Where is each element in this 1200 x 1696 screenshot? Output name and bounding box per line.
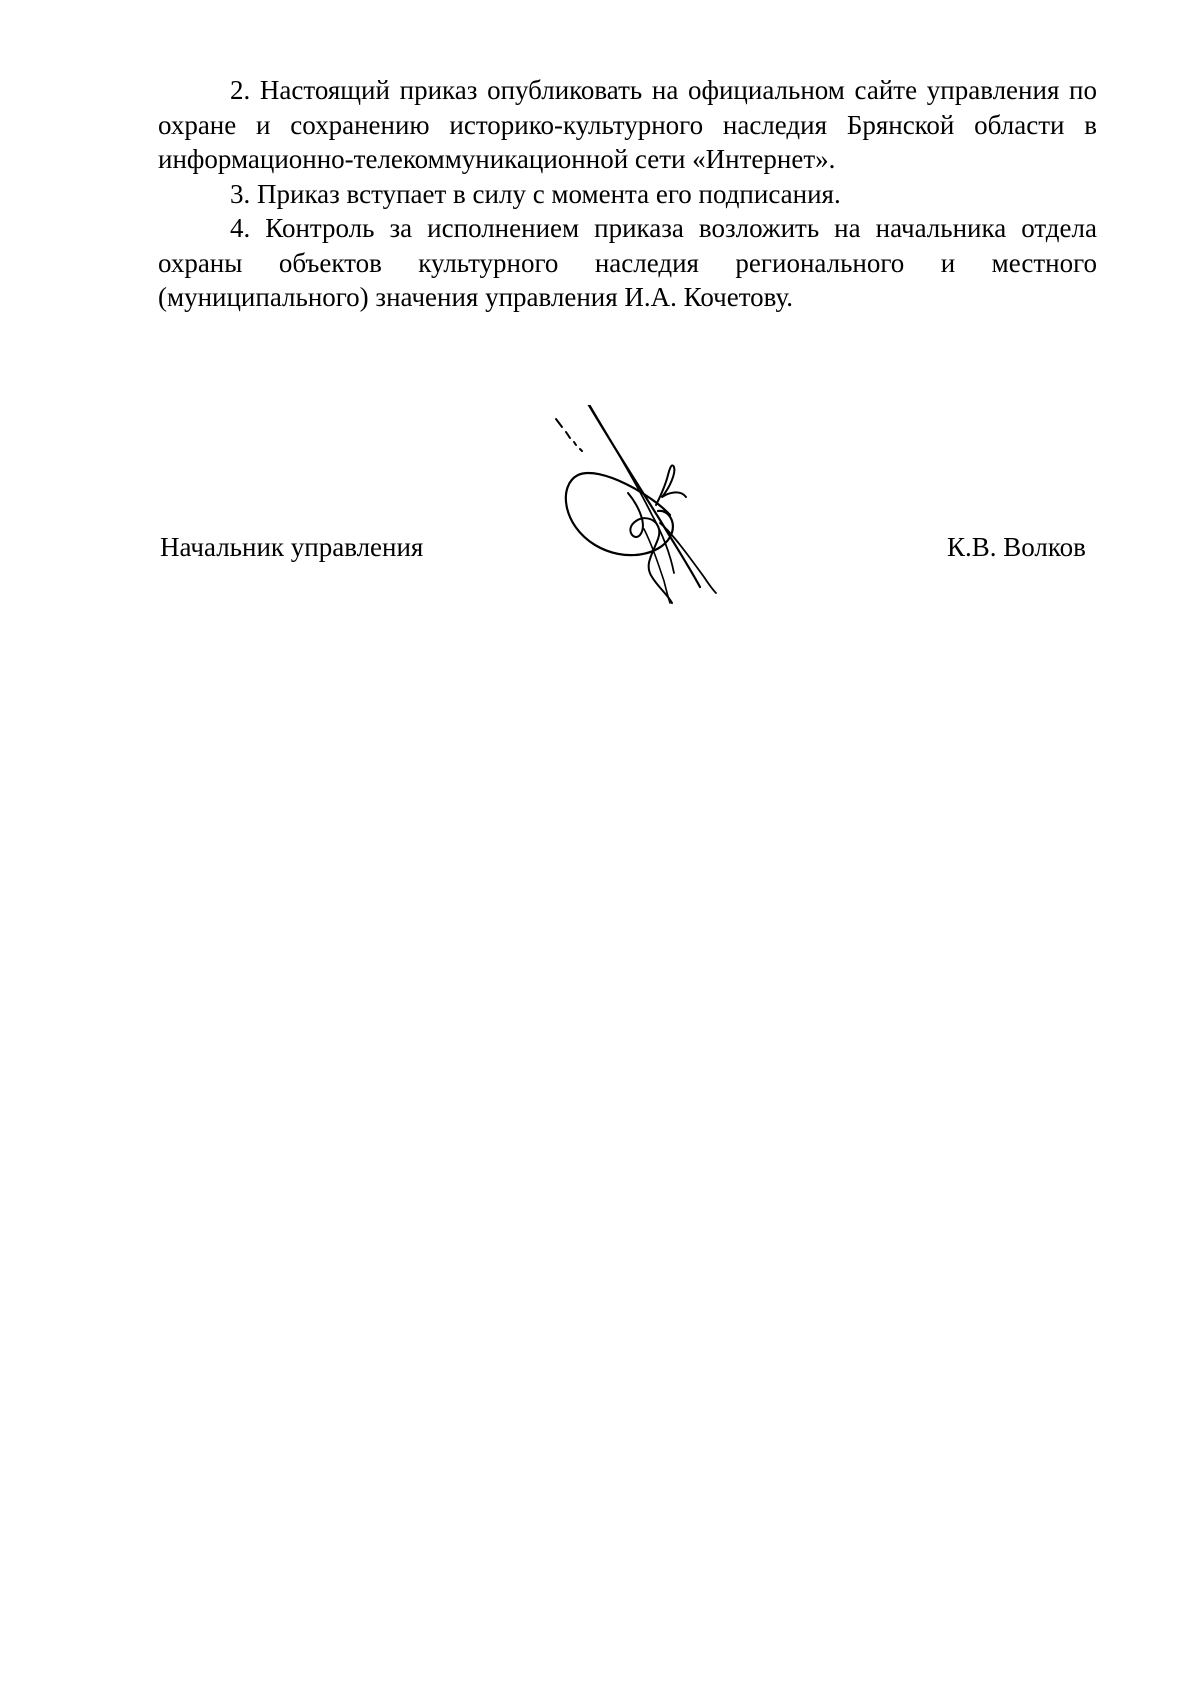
signer-position-title: Начальник управления <box>160 532 424 562</box>
signer-name: К.В. Волков <box>947 532 1086 562</box>
handwritten-signature <box>540 405 740 615</box>
paragraph-effective-date: 3. Приказ вступает в силу с момента его подписания. <box>230 178 841 209</box>
paragraph-control: 4. Контроль за исполнением приказа возложить на начальника отдела охраны объектов культурного наследия регионального и местного (муниципального) значения управления И.А. Кочетову. <box>158 213 1097 312</box>
paragraph-publication: 2. Настоящий приказ опубликовать на официальном сайте управления по охране и сохранению историко-культурного наследия Брянской области в информационно-телекоммуникационной сети «Интернет». <box>158 75 1097 174</box>
